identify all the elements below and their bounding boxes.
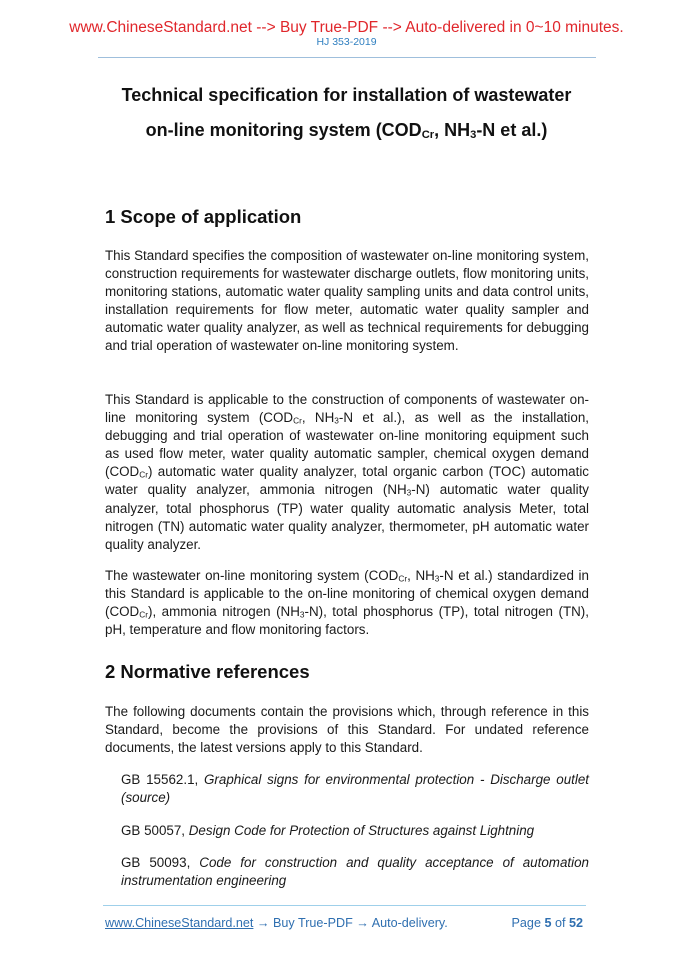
- text: ), ammonia nitrogen (NH: [147, 604, 300, 620]
- title-text: on-line monitoring system (COD: [145, 120, 422, 140]
- text: ) automatic water quality analyzer, total organic carbon (TOC) automatic water quality analyzer, ammonia nitrogen (NH: [105, 464, 589, 498]
- reference-item: [121, 822, 589, 840]
- title-text: , NH: [434, 120, 471, 140]
- section-1-paragraph-2: [105, 391, 589, 554]
- subscript: 3: [334, 415, 339, 426]
- promo-banner[interactable]: www.ChineseStandard.net --> Buy True-PDF --> Auto-delivered in 0~10 minutes.: [69, 19, 624, 36]
- reference-title: Code for construction and quality acceptance of automation instrumentation engineering: [121, 855, 589, 889]
- text: The wastewater on-line monitoring system (COD: [105, 568, 399, 583]
- section-1-paragraph-1: This Standard specifies the composition of wastewater on-line monitoring system, construction requirements for wastewater discharge outlets, flow monitoring units, monitoring stations, automatic water quality sampling units and data control units, installation requirements for flow meter, automatic water quality sampler and automatic water quality analyzer, as well as technical requirements for debugging and trial operation of wastewater on-line monitoring system.: [105, 248, 589, 354]
- page-footer: [105, 916, 586, 931]
- section-2-heading: 2 Normative references: [105, 661, 310, 682]
- document-title-line-1: Technical specification for installation of wastewater: [121, 85, 572, 105]
- header-divider: [98, 57, 596, 58]
- page-indicator: [512, 916, 583, 931]
- total-pages-number: 52: [568, 916, 583, 930]
- current-page-number: 5: [544, 916, 552, 930]
- text: This Standard is applicable to the construction of components of wastewater on-line monitoring system (COD: [105, 392, 589, 426]
- subscript: Cr: [398, 573, 408, 584]
- text: , NH: [301, 410, 335, 426]
- of-label: of: [551, 916, 569, 930]
- reference-title: Graphical signs for environmental protection - Discharge outlet (source): [121, 772, 589, 806]
- text: -N) automatic water quality analyzer, total phosphorus (TP) water quality automatic analysis Meter, total nitrogen (TN) automatic water quality analyzer, thermometer, pH automatic water quality analyzer.: [105, 482, 589, 552]
- subscript: Cr: [139, 609, 148, 620]
- text: -N et al.) standardized in this Standard is applicable to the on-line monitoring of chemical oxygen demand (COD: [105, 568, 589, 620]
- footer-promo-text: → Buy True-PDF → Auto-delivery.: [253, 916, 448, 930]
- footer-site-link[interactable]: www.ChineseStandard.net: [105, 916, 254, 930]
- title-subscript: Cr: [421, 129, 435, 141]
- subscript: 3: [299, 609, 305, 620]
- text: , NH: [407, 568, 435, 583]
- reference-code: GB 50093,: [121, 855, 200, 870]
- subscript: 3: [434, 573, 440, 584]
- subscript: Cr: [293, 415, 302, 426]
- section-1-paragraph-3: [105, 567, 589, 639]
- reference-title: Design Code for Protection of Structures against Lightning: [188, 823, 535, 838]
- page-label: Page: [511, 916, 545, 930]
- document-title-line-2: [60, 119, 633, 141]
- section-2-intro: The following documents contain the provisions which, through reference in this Standard, become the provisions of this Standard. For undated reference documents, the latest versions apply to this Standard.: [105, 704, 589, 756]
- subscript: 3: [406, 487, 412, 498]
- title-subscript: 3: [470, 129, 477, 141]
- section-1-heading: 1 Scope of application: [105, 206, 302, 227]
- subscript: Cr: [139, 469, 148, 480]
- text: -N et al.), as well as the installation, debugging and trial operation of wastewater on-line monitoring equipment such as used flow meter, water quality automatic sampler, chemical oxygen demand (COD: [105, 410, 589, 480]
- reference-item: [121, 771, 589, 807]
- reference-item: [121, 854, 589, 890]
- footer-divider: [103, 905, 586, 906]
- reference-code: GB 50057,: [121, 823, 189, 838]
- reference-code: GB 15562.1,: [121, 772, 205, 787]
- document-code: HJ 353-2019: [316, 36, 377, 48]
- title-text: -N et al.): [476, 120, 548, 140]
- text: -N), total phosphorus (TP), total nitrogen (TN), pH, temperature and flow monitoring factors.: [105, 604, 589, 638]
